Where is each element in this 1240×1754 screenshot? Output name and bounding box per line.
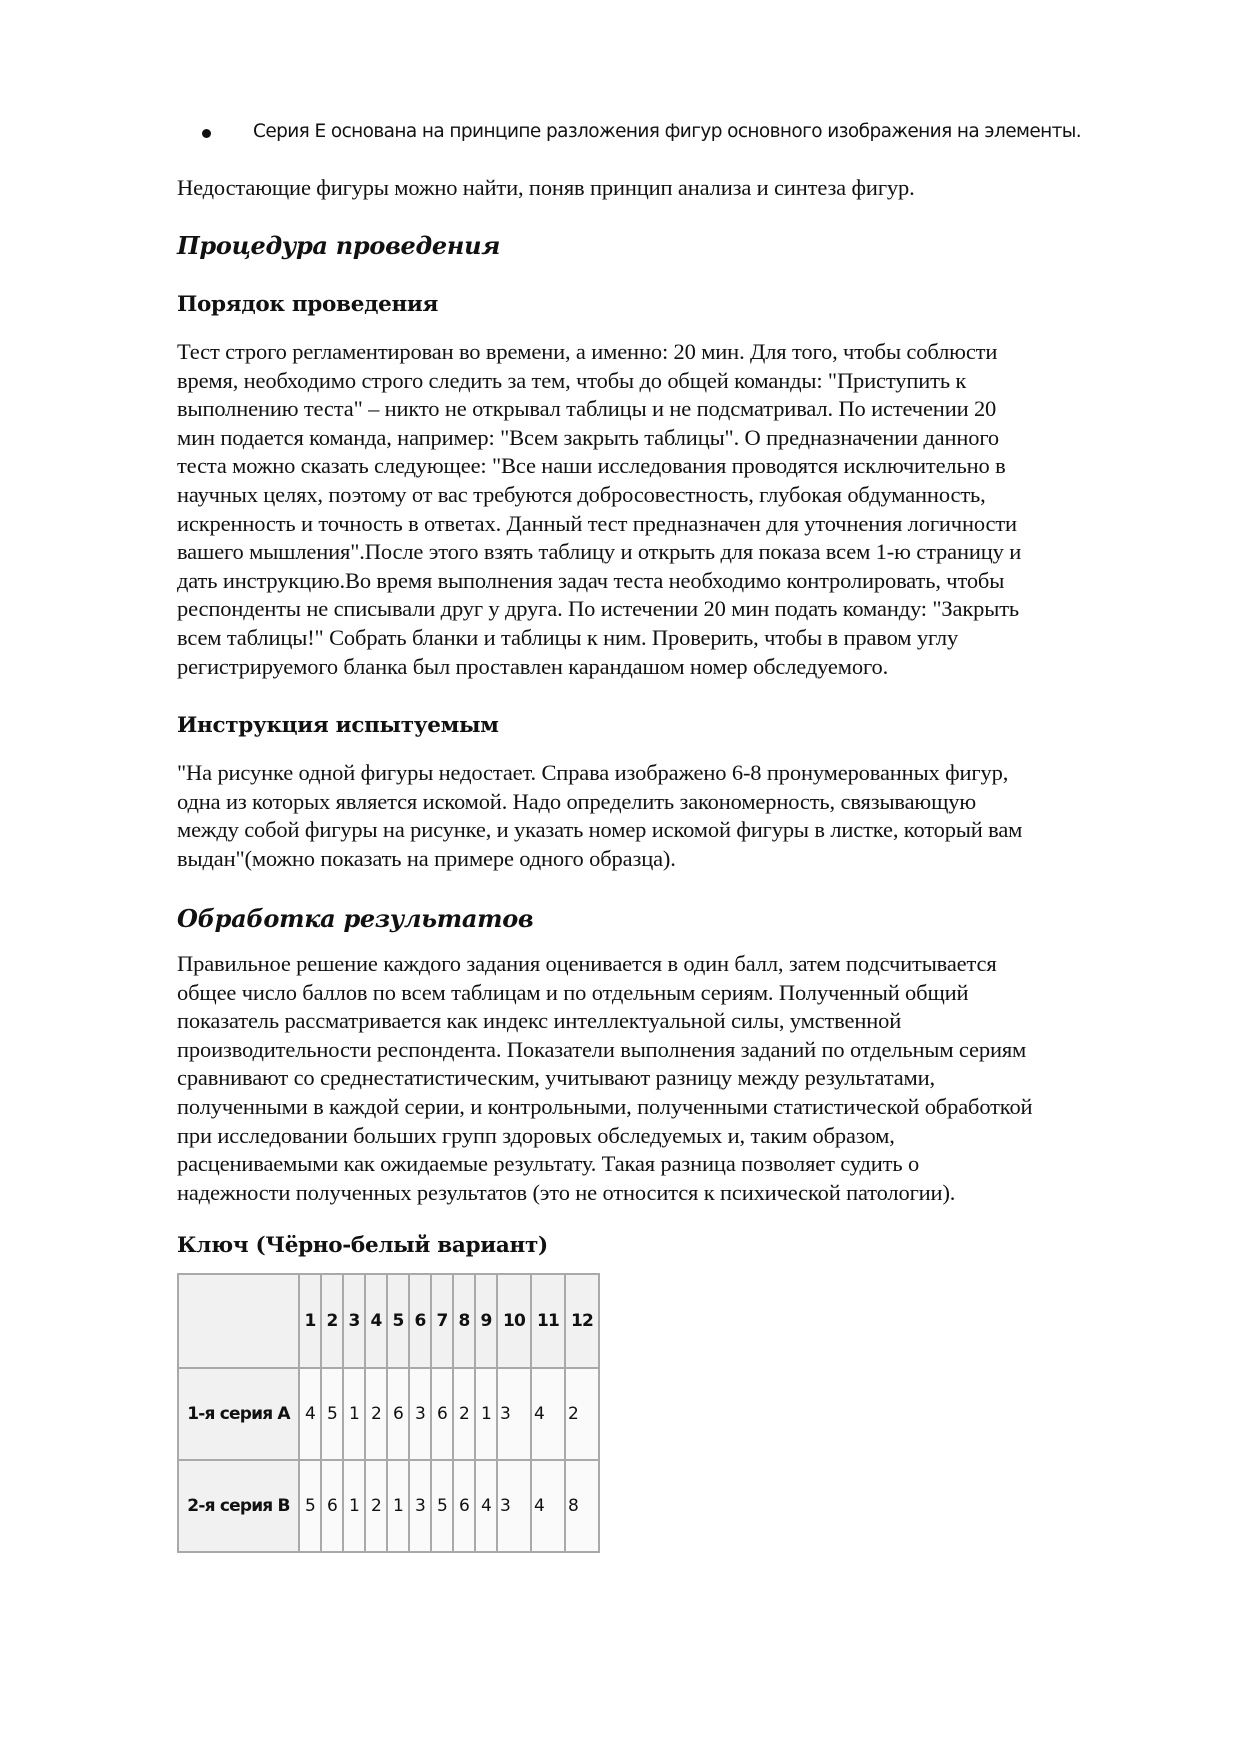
- column-header: 11: [531, 1274, 565, 1368]
- table-header-row: [178, 1274, 599, 1368]
- paragraph-line: общее число баллов по всем таблицам и по отдельным сериям. Полученный общий: [177, 979, 969, 1005]
- answer-key-table: [177, 1273, 600, 1553]
- paragraph-line: выполнению теста" – никто не открывал таблицы и не подсматривал. По истечении 20: [177, 396, 997, 422]
- column-header: 4: [365, 1274, 387, 1368]
- row-label: 2-я серия B: [178, 1460, 299, 1552]
- heading-procedure: Процедура проведения: [177, 231, 501, 260]
- paragraph-line: всем таблицы!" Собрать бланки и таблицы к ним. Проверить, чтобы в правом углу: [177, 624, 959, 650]
- heading-order: Порядок проведения: [177, 292, 439, 317]
- paragraph-line: дать инструкцию.Во время выполнения задач теста необходимо контролировать, чтобы: [177, 567, 1005, 593]
- paragraph-line: респонденты не списывали друг у друга. По истечении 20 мин подать команду: "Закрыть: [177, 596, 1020, 622]
- instruction-paragraph: [177, 759, 1022, 873]
- bullet-text: Серия E основана на принципе разложения фигур основного изображения на элементы.: [253, 121, 1082, 142]
- paragraph-line: теста можно сказать следующее: "Все наши исследования проводятся исключительно в: [177, 453, 1006, 479]
- results-paragraph: [177, 950, 1032, 1207]
- paragraph-line: научных целях, поэтому от вас требуются добросовестность, глубокая обдуманность,: [177, 481, 986, 507]
- table-cell: 4: [299, 1368, 321, 1460]
- paragraph-line: искренность и точность в ответах. Данный тест предназначен для уточнения логичности: [177, 510, 1017, 536]
- intro-paragraph: [177, 174, 915, 203]
- table-cell: 8: [565, 1460, 599, 1552]
- table-cell: 2: [565, 1368, 599, 1460]
- table-cell: 6: [321, 1460, 343, 1552]
- column-header: 1: [299, 1274, 321, 1368]
- table-cell: 5: [299, 1460, 321, 1552]
- table-row: [178, 1368, 599, 1460]
- paragraph-line: полученными в каждой серии, и контрольными, полученными статистической обработкой: [177, 1093, 1033, 1119]
- table-cell: 1: [475, 1368, 497, 1460]
- table-corner-cell: [178, 1274, 299, 1368]
- paragraph-line: вашего мышления".После этого взять таблицу и открыть для показа всем 1-ю страницу и: [177, 539, 1022, 565]
- paragraph-line: мин подается команда, например: "Всем закрыть таблицы". О предназначении данного: [177, 424, 1000, 450]
- paragraph-line: надежности полученных результатов (это не относится к психической патологии).: [177, 1179, 956, 1205]
- table-cell: 3: [497, 1368, 531, 1460]
- paragraph-line: сравнивают со среднестатистическим, учитывают разницу между результатами,: [177, 1065, 936, 1091]
- order-paragraph: [177, 338, 1021, 681]
- column-header: 12: [565, 1274, 599, 1368]
- paragraph-line: производительности респондента. Показатели выполнения заданий по отдельным сериям: [177, 1036, 1027, 1062]
- table-cell: 4: [531, 1460, 565, 1552]
- heading-key: Ключ (Чёрно-белый вариант): [177, 1233, 548, 1258]
- paragraph-line: расцениваемыми как ожидаемые результату. Такая разница позволяет судить о: [177, 1151, 920, 1177]
- table-cell: 1: [387, 1460, 409, 1552]
- table-row: [178, 1460, 599, 1552]
- paragraph-line: между собой фигуры на рисунке, и указать номер искомой фигуры в листке, который вам: [177, 817, 1023, 843]
- table-cell: 2: [453, 1368, 475, 1460]
- row-label: 1-я серия A: [178, 1368, 299, 1460]
- column-header: 6: [409, 1274, 431, 1368]
- column-header: 10: [497, 1274, 531, 1368]
- table-cell: 5: [431, 1460, 453, 1552]
- paragraph-line: Правильное решение каждого задания оценивается в один балл, затем подсчитывается: [177, 951, 997, 976]
- heading-instruction: Инструкция испытуемым: [177, 713, 499, 738]
- paragraph-line: при исследовании больших групп здоровых обследуемых и, таким образом,: [177, 1122, 895, 1148]
- table-cell: 3: [409, 1368, 431, 1460]
- table-cell: 3: [497, 1460, 531, 1552]
- paragraph-line: Недостающие фигуры можно найти, поняв принцип анализа и синтеза фигур.: [177, 175, 915, 200]
- paragraph-line: "На рисунке одной фигуры недостает. Справа изображено 6-8 пронумерованных фигур,: [177, 760, 1009, 785]
- paragraph-line: Тест строго регламентирован во времени, а именно: 20 мин. Для того, чтобы соблюсти: [177, 339, 998, 364]
- heading-results: Обработка результатов: [177, 904, 534, 933]
- table-cell: 6: [431, 1368, 453, 1460]
- column-header: 8: [453, 1274, 475, 1368]
- paragraph-line: регистрируемого бланка был проставлен карандашом номер обследуемого.: [177, 653, 889, 679]
- paragraph-line: одна из которых является искомой. Надо определить закономерность, связывающую: [177, 788, 977, 814]
- table-cell: 1: [343, 1460, 365, 1552]
- column-header: 9: [475, 1274, 497, 1368]
- column-header: 7: [431, 1274, 453, 1368]
- paragraph-line: показатель рассматривается как индекс интеллектуальной силы, умственной: [177, 1008, 902, 1034]
- table-cell: 5: [321, 1368, 343, 1460]
- column-header: 5: [387, 1274, 409, 1368]
- table-cell: 6: [453, 1460, 475, 1552]
- bullet-icon: [202, 129, 211, 138]
- column-header: 3: [343, 1274, 365, 1368]
- table-cell: 3: [409, 1460, 431, 1552]
- table-cell: 1: [343, 1368, 365, 1460]
- table-cell: 4: [531, 1368, 565, 1460]
- table-cell: 2: [365, 1460, 387, 1552]
- table-cell: 2: [365, 1368, 387, 1460]
- column-header: 2: [321, 1274, 343, 1368]
- paragraph-line: время, необходимо строго следить за тем, чтобы до общей команды: "Приступить к: [177, 367, 967, 393]
- table-cell: 6: [387, 1368, 409, 1460]
- table-cell: 4: [475, 1460, 497, 1552]
- paragraph-line: выдан"(можно показать на примере одного образца).: [177, 845, 676, 871]
